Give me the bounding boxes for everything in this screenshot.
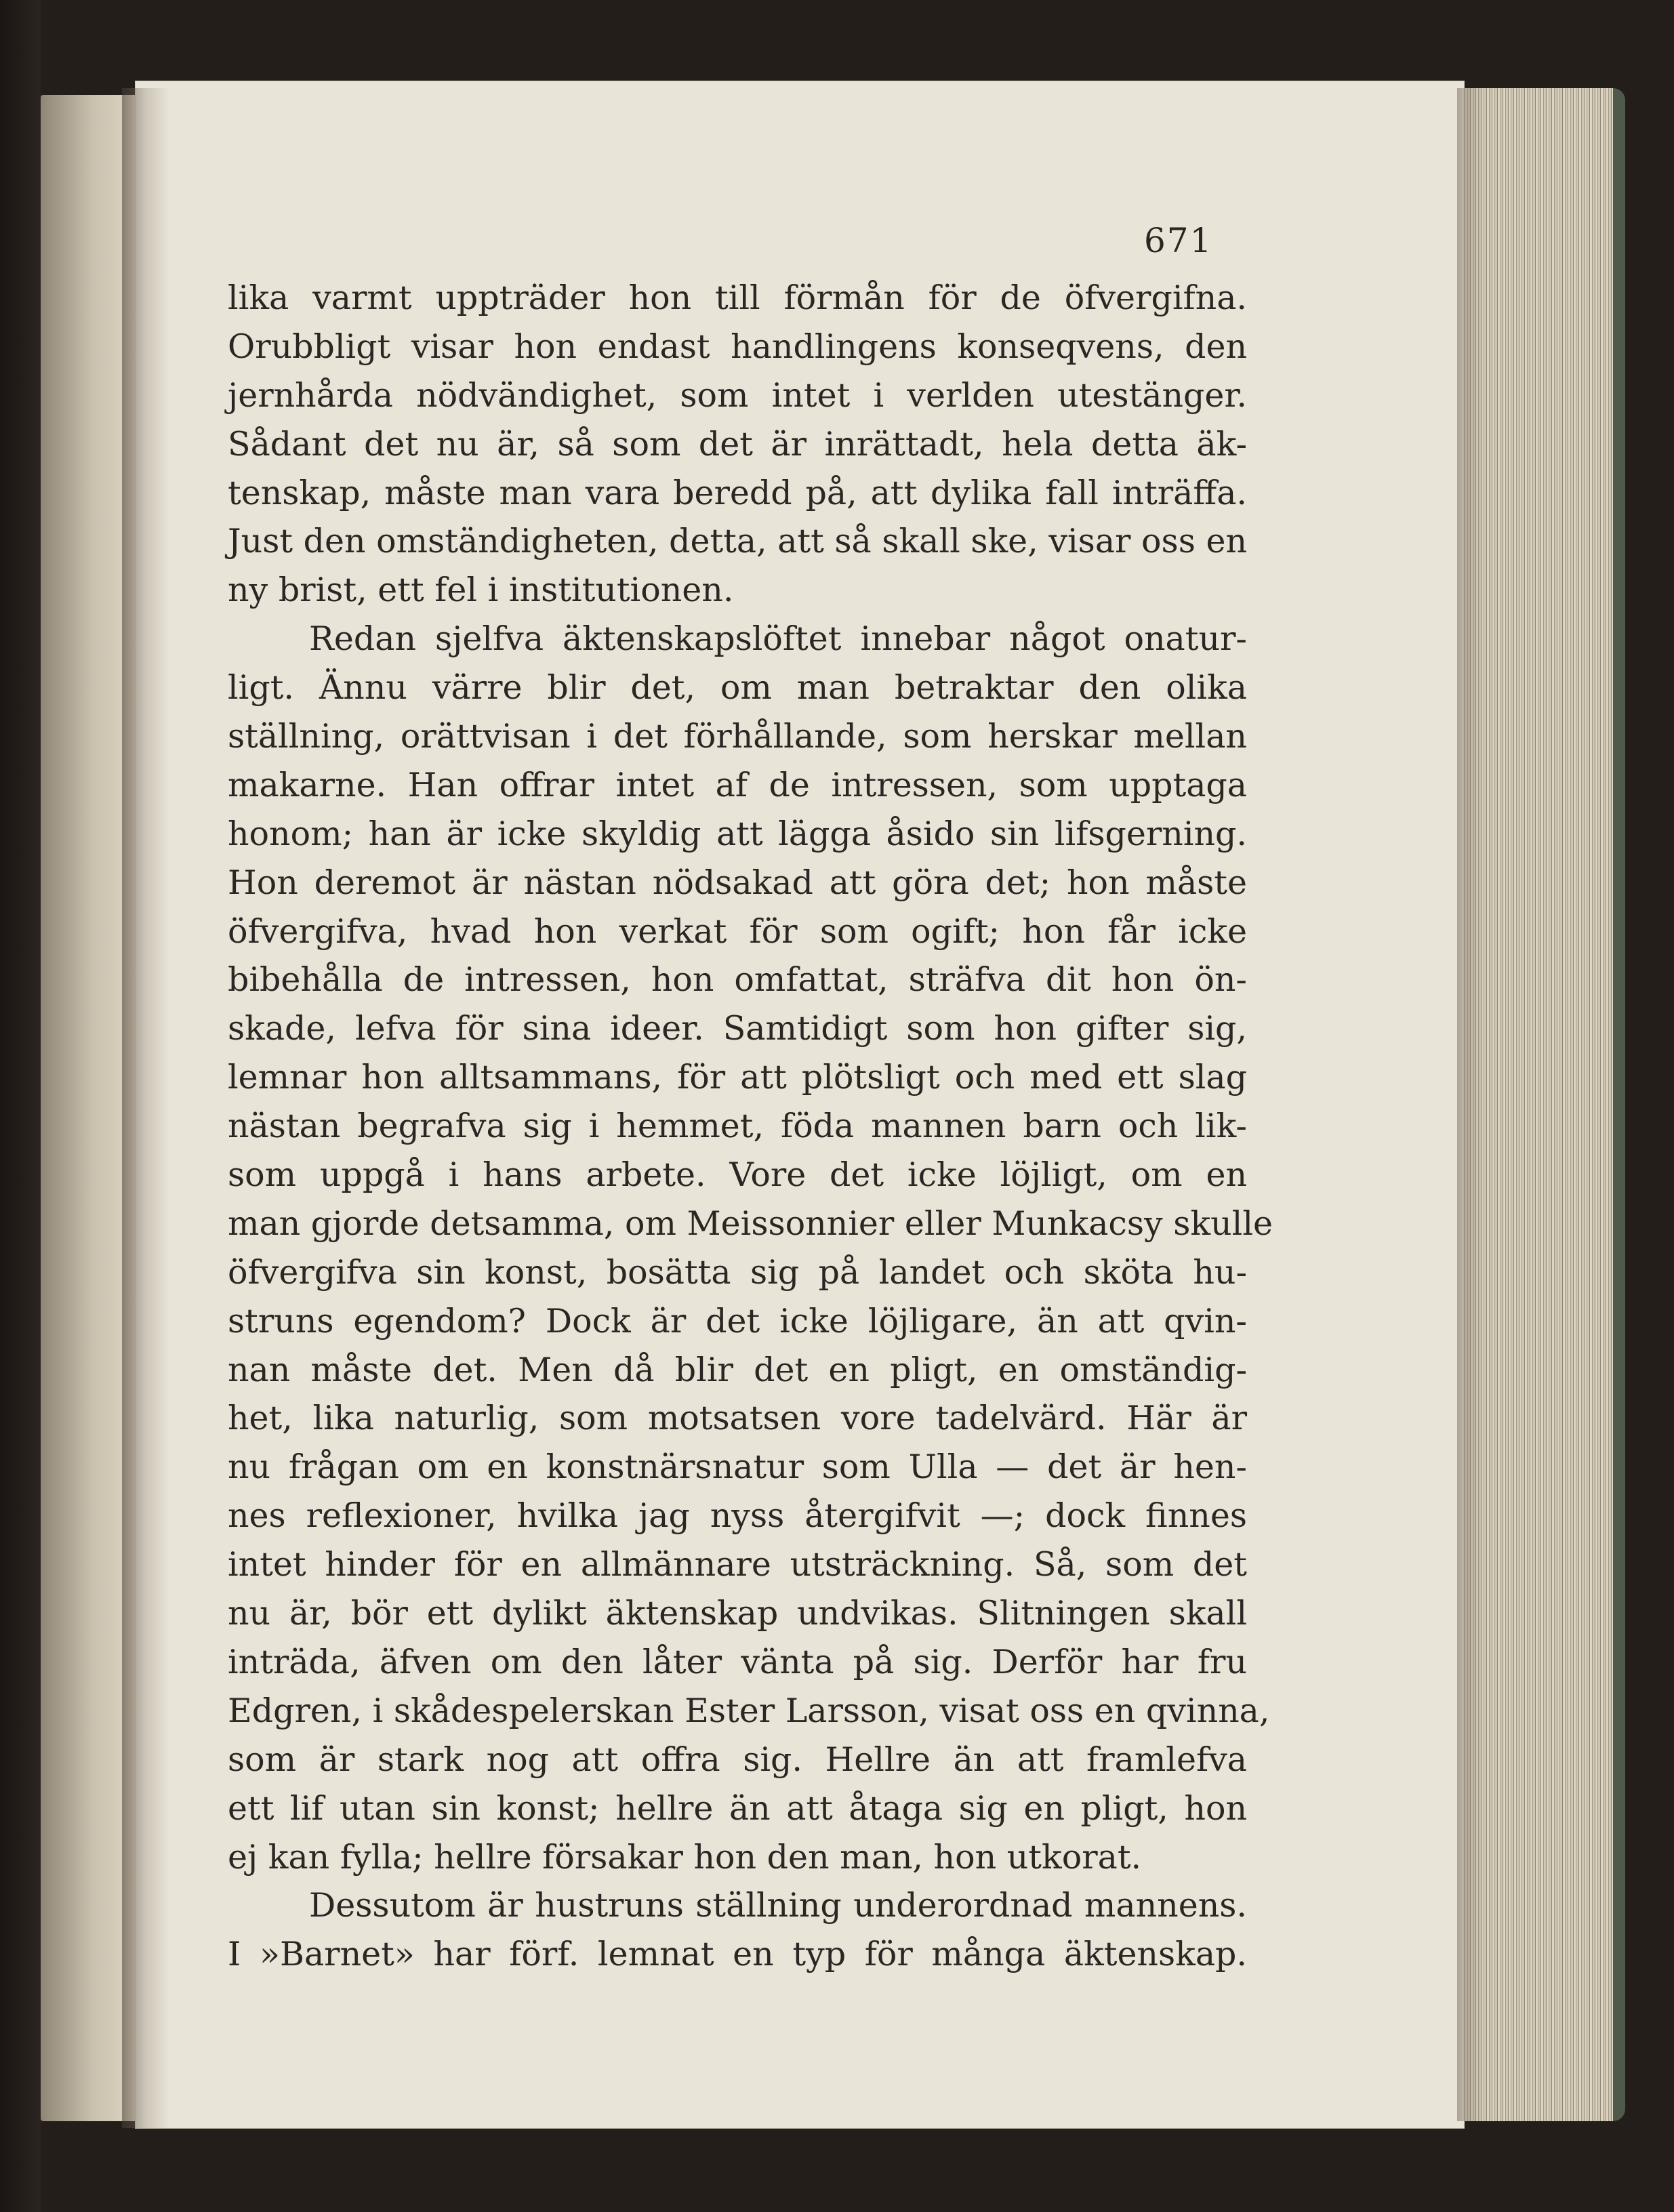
scanner-background	[0, 0, 41, 2212]
text-line: ställning, orättvisan i det förhållande, som herskar mellan	[228, 717, 1247, 756]
text-line: het, lika naturlig, som motsatsen vore tadelvärd. Här är	[228, 1399, 1247, 1438]
text-line: som är stark nog att offra sig. Hellre än att framlefva	[228, 1740, 1247, 1779]
text-line: honom; han är icke skyldig att lägga åsido sin lifsgerning.	[228, 814, 1247, 853]
text-line: inträda, äfven om den låter vänta på sig. Derför har fru	[228, 1642, 1247, 1681]
text-line: Orubbligt visar hon endast handlingens konseqvens, den	[228, 327, 1247, 366]
text-line: nästan begrafva sig i hemmet, föda mannen barn och lik-	[228, 1107, 1247, 1146]
text-line: I »Barnet» har förf. lemnat en typ för många äktenskap.	[228, 1935, 1247, 1974]
text-line: Sådant det nu är, så som det är inrättadt, hela detta äk-	[228, 424, 1247, 464]
book-gutter	[122, 88, 169, 2128]
text-line: nu är, bör ett dylikt äktenskap undvikas. Slitningen skall	[228, 1594, 1247, 1633]
text-line: ett lif utan sin konst; hellre än att åtaga sig en pligt, hon	[228, 1788, 1247, 1828]
text-line: makarne. Han offrar intet af de intressen, som upptaga	[228, 765, 1247, 804]
text-line: lemnar hon alltsammans, för att plötsligt och med ett slag	[228, 1058, 1247, 1097]
text-line: lika varmt uppträder hon till förmån för de öfvergifna.	[228, 279, 1247, 317]
text-line: Edgren, i skådespelerskan Ester Larsson, visat oss en qvinna,	[228, 1691, 1270, 1730]
text-line: nu frågan om en konstnärsnatur som Ulla — det är hen-	[228, 1448, 1247, 1487]
text-line: Just den omständigheten, detta, att så skall ske, visar oss en	[228, 522, 1247, 561]
text-line: öfvergifva sin konst, bosätta sig på landet och sköta hu-	[228, 1252, 1247, 1292]
text-line: tenskap, måste man vara beredd på, att dylika fall inträffa.	[228, 473, 1247, 512]
text-line: Hon deremot är nästan nödsakad att göra det; hon måste	[228, 863, 1247, 902]
text-line: man gjorde detsamma, om Meissonnier eller Munkacsy skulle	[228, 1204, 1273, 1243]
text-line: öfvergifva, hvad hon verkat för som ogift; hon får icke	[228, 912, 1247, 951]
text-line: jernhårda nödvändighet, som intet i verlden utestänger.	[228, 375, 1247, 415]
previous-page-edge	[41, 95, 136, 2121]
text-line: skade, lefva för sina ideer. Samtidigt som hon gifter sig,	[228, 1009, 1247, 1048]
text-line: bibehålla de intressen, hon omfattat, sträfva dit hon ön-	[228, 960, 1247, 1000]
text-line: Redan sjelfva äktenskapslöftet innebar något onatur-	[309, 619, 1247, 659]
text-line: ligt. Ännu värre blir det, om man betraktar den olika	[228, 668, 1247, 708]
text-line: som uppgå i hans arbete. Vore det icke löjligt, om en	[228, 1155, 1247, 1195]
text-line: nan måste det. Men då blir det en pligt, en omständig-	[228, 1350, 1247, 1389]
text-line: ny brist, ett fel i institutionen.	[228, 571, 734, 610]
text-line: nes reflexioner, hvilka jag nyss återgifvit —; dock finnes	[228, 1496, 1247, 1536]
text-line: ej kan fylla; hellre försakar hon den man, hon utkorat.	[228, 1837, 1142, 1877]
page-edge-shadow	[1457, 88, 1484, 2121]
page-number: 671	[1144, 221, 1213, 260]
body-text	[228, 274, 1273, 1979]
text-line: Dessutom är hustruns ställning underordnad mannens.	[309, 1886, 1247, 1925]
text-line: struns egendom? Dock är det icke löjligare, än att qvin-	[228, 1301, 1247, 1340]
text-line: intet hinder för en allmännare utsträckning. Så, som det	[228, 1545, 1247, 1584]
